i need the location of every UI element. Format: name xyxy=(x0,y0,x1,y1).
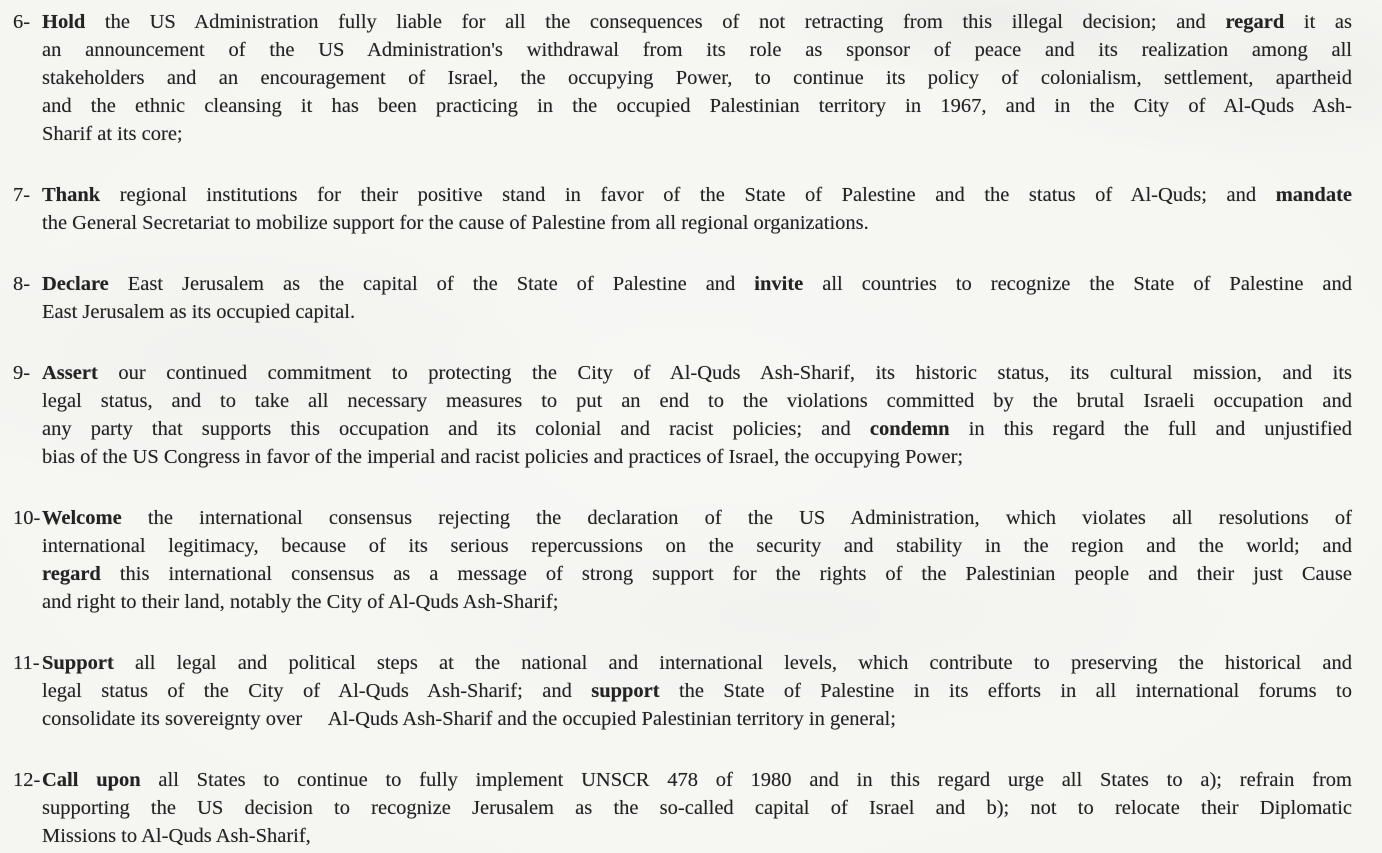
text-line xyxy=(42,794,1352,822)
text-segment: the General Secretariat to mobilize support for the cause of Palestine from all regional organizations. xyxy=(42,212,869,234)
bold-text-segment: condemn xyxy=(869,418,950,440)
text-segment: our continued commitment to protecting the City of Al-Quds Ash-Sharif, its historic status, its cultural mission, and its xyxy=(97,362,1352,384)
text-line xyxy=(42,36,1352,64)
bold-text-segment: mandate xyxy=(1275,184,1352,206)
text-line xyxy=(42,64,1352,92)
text-segment: Missions to Al-Quds Ash-Sharif, xyxy=(42,825,311,847)
text-line xyxy=(42,532,1352,560)
text-segment: all countries to recognize the State of Palestine and xyxy=(803,273,1353,295)
paragraph-number: 12- xyxy=(13,769,41,791)
text-segment: East Jerusalem as the capital of the State of Palestine and xyxy=(108,273,755,295)
text-segment: bias of the US Congress in favor of the imperial and racist policies and practices of Israel, the occupying Power; xyxy=(42,446,964,468)
text-line xyxy=(42,705,1352,733)
text-segment: the State of Palestine in its efforts in all international forums to xyxy=(659,680,1352,702)
text-line xyxy=(42,560,1352,588)
bold-text-segment: regard xyxy=(1225,11,1285,33)
paragraph xyxy=(13,649,1352,733)
paragraph-number: 10- xyxy=(13,507,41,529)
text-line xyxy=(42,209,1352,237)
text-line xyxy=(42,359,1352,387)
paragraph-number: 7- xyxy=(13,184,31,206)
text-line xyxy=(42,649,1352,677)
bold-text-segment: support xyxy=(591,680,660,702)
paragraph xyxy=(13,8,1352,148)
bold-text-segment: Call upon xyxy=(42,769,141,791)
bold-text-segment: invite xyxy=(754,273,804,295)
text-line xyxy=(42,766,1352,794)
text-segment: regional institutions for their positive stand in favor of the State of Palestine and the status of Al-Quds; and xyxy=(100,184,1276,206)
text-segment: the international consensus rejecting the declaration of the US Administration, which violates all resolutions of xyxy=(121,507,1352,529)
bold-text-segment: regard xyxy=(42,563,101,585)
text-segment: international legitimacy, because of its serious repercussions on the security and stability in the region and the world; and xyxy=(42,535,1352,557)
text-line xyxy=(42,8,1352,36)
text-segment: any party that supports this occupation and its colonial and racist policies; and xyxy=(42,418,870,440)
text-segment: an announcement of the US Administration's withdrawal from its role as sponsor of peace and its realization among all xyxy=(42,39,1352,61)
text-segment: and right to their land, notably the City of Al-Quds Ash-Sharif; xyxy=(42,591,559,613)
text-segment: legal status, and to take all necessary measures to put an end to the violations committed by the brutal Israeli occupation and xyxy=(42,390,1352,412)
paragraph xyxy=(13,181,1352,237)
paragraph-number: 11- xyxy=(13,652,40,674)
bold-text-segment: Welcome xyxy=(42,507,122,529)
text-segment: consolidate its sovereignty over Al-Quds Ash-Sharif and the occupied Palestinian territory in general; xyxy=(42,708,896,730)
text-line xyxy=(42,822,1352,850)
text-segment: all States to continue to fully implement UNSCR 478 of 1980 and in this regard urge all States to a); refrain from xyxy=(140,769,1352,791)
paragraph-number: 9- xyxy=(13,362,31,384)
text-line xyxy=(42,387,1352,415)
text-segment: it as xyxy=(1284,11,1352,33)
text-line xyxy=(42,298,1352,326)
text-segment: stakeholders and an encouragement of Israel, the occupying Power, to continue its policy of colonialism, settlement, apartheid xyxy=(42,67,1352,89)
text-line xyxy=(42,181,1352,209)
paragraph xyxy=(13,359,1353,471)
text-line xyxy=(42,270,1352,298)
paragraph xyxy=(13,504,1352,616)
text-line xyxy=(42,92,1352,120)
text-segment: this international consensus as a message of strong support for the rights of the Palestinian people and their just Cause xyxy=(100,563,1352,585)
text-segment: supporting the US decision to recognize Jerusalem as the so-called capital of Israel and b); not to relocate their Diplomatic xyxy=(42,797,1352,819)
text-line xyxy=(42,443,1352,471)
text-segment: the US Administration fully liable for all the consequences of not retracting from this illegal decision; and xyxy=(85,11,1226,33)
text-line xyxy=(42,415,1352,443)
text-segment: and the ethnic cleansing it has been practicing in the occupied Palestinian territory in 1967, and in the City of Al-Quds Ash- xyxy=(42,95,1352,117)
text-line xyxy=(42,120,1352,148)
text-line xyxy=(42,677,1352,705)
text-segment: in this regard the full and unjustified xyxy=(949,418,1353,440)
text-segment: Sharif at its core; xyxy=(42,123,183,145)
text-segment: all legal and political steps at the national and international levels, which contribute to preserving the historical and xyxy=(113,652,1352,674)
bold-text-segment: Hold xyxy=(42,11,86,33)
text-line xyxy=(42,588,1352,616)
text-line xyxy=(42,504,1352,532)
paragraph xyxy=(13,270,1353,326)
paragraph-number: 6- xyxy=(13,11,31,33)
bold-text-segment: Support xyxy=(42,652,114,674)
bold-text-segment: Thank xyxy=(42,184,101,206)
text-segment: East Jerusalem as its occupied capital. xyxy=(42,301,356,323)
bold-text-segment: Assert xyxy=(42,362,98,384)
bold-text-segment: Declare xyxy=(42,273,109,295)
text-segment: legal status of the City of Al-Quds Ash-Sharif; and xyxy=(42,680,592,702)
paragraph-number: 8- xyxy=(13,273,31,295)
paragraph xyxy=(13,766,1352,850)
